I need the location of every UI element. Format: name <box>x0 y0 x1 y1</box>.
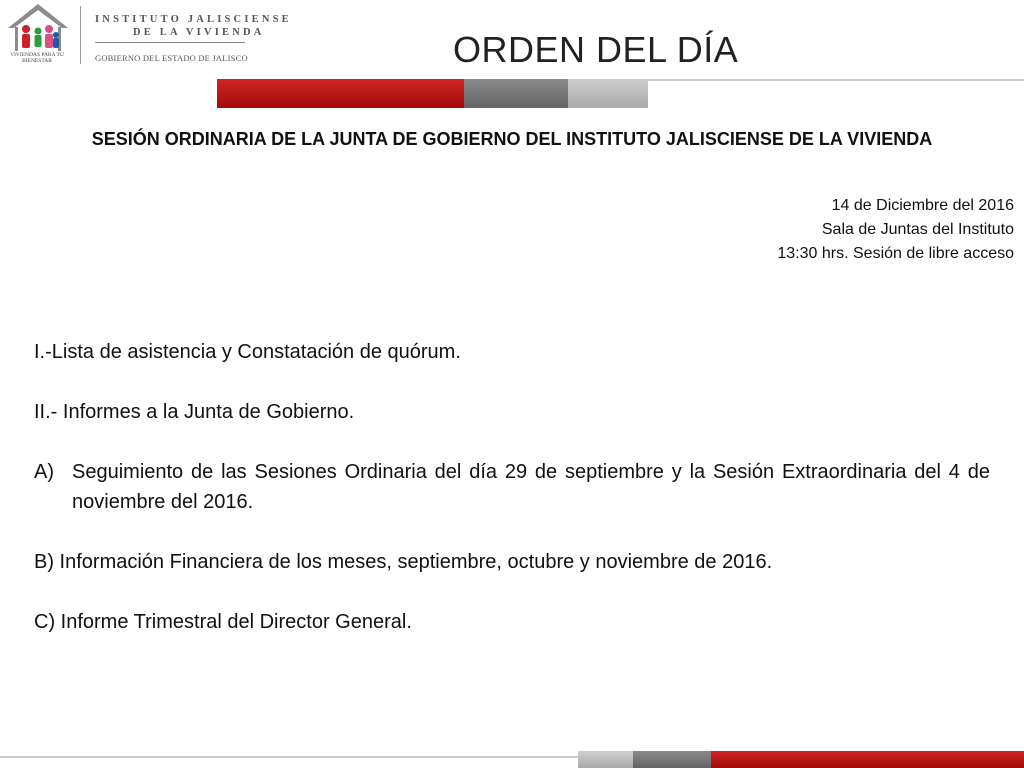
agenda-item-c: C) Informe Trimestral del Director General. <box>34 611 412 633</box>
logo-divider <box>80 6 81 64</box>
agenda-item-b: B) Información Financiera de los meses, septiembre, octubre y noviembre de 2016. <box>34 551 773 573</box>
header-rule <box>648 79 1024 81</box>
session-details <box>777 194 1014 266</box>
session-time: 13:30 hrs. Sesión de libre acceso <box>777 245 1014 262</box>
agenda-item-a <box>34 457 990 517</box>
header-band-light-gray <box>568 79 648 108</box>
session-place: Sala de Juntas del Instituto <box>821 221 1014 238</box>
logo-tagline: VIVIENDAS PARA TU BIENESTAR <box>10 52 64 64</box>
page-title: ORDEN DEL DÍA <box>453 29 739 70</box>
footer-band-light-gray <box>578 751 633 768</box>
header-band-dark-gray <box>464 79 568 108</box>
footer-rule <box>0 756 578 758</box>
agenda-item-a-text: Seguimiento de las Sesiones Ordinaria del día 29 de septiembre y la Sesión Extraordinaria del 4 de noviembre del 2016. <box>72 461 990 513</box>
footer-band-dark-gray <box>633 751 711 768</box>
logo-line-2: DE LA VIVIENDA <box>133 27 265 38</box>
agenda-item-1: I.-Lista de asistencia y Constatación de quórum. <box>34 341 461 363</box>
agenda-item-a-label: A) <box>34 461 54 483</box>
session-subtitle: SESIÓN ORDINARIA DE LA JUNTA DE GOBIERNO DEL INSTITUTO JALISCIENSE DE LA VIVIENDA <box>91 129 933 149</box>
logo-line-1: INSTITUTO JALISCIENSE <box>95 14 292 25</box>
logo-line-3: GOBIERNO DEL ESTADO DE JALISCO <box>95 53 248 63</box>
header-band-red <box>217 79 464 108</box>
session-date: 14 de Diciembre del 2016 <box>831 197 1014 214</box>
institute-logo <box>0 0 292 72</box>
agenda-list <box>34 337 990 667</box>
agenda-item-2: II.- Informes a la Junta de Gobierno. <box>34 401 355 423</box>
footer-band-red <box>711 751 1024 768</box>
logo-rule <box>95 42 245 43</box>
